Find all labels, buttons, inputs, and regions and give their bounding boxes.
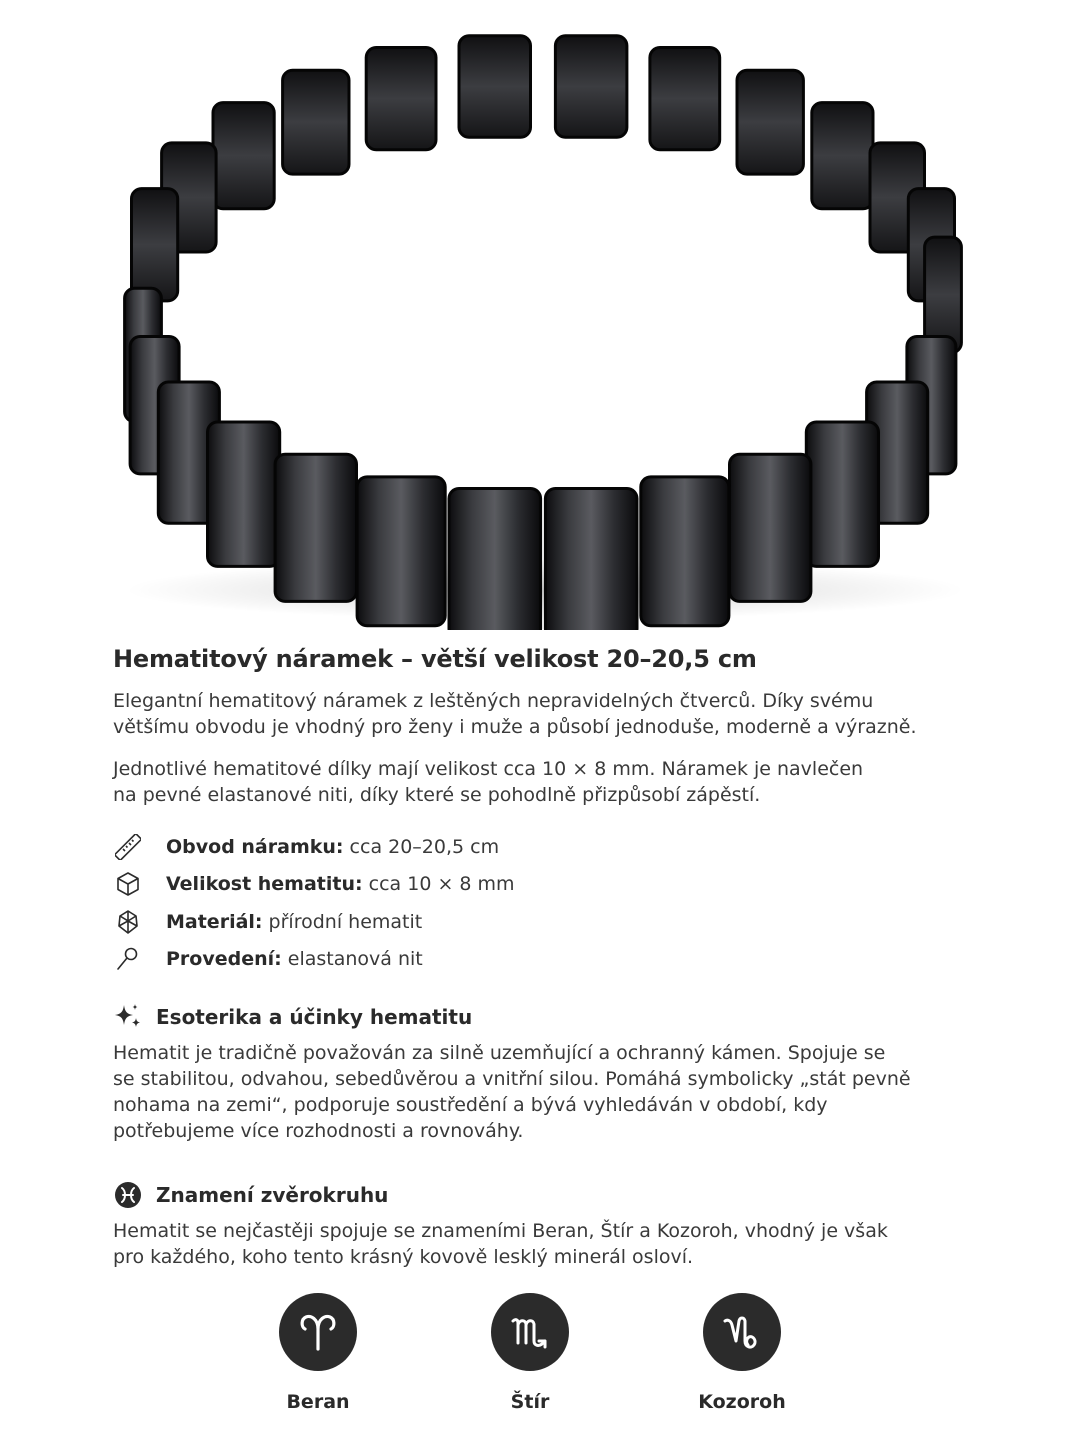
spec-label: Velikost hematitu: [166, 873, 363, 896]
capricorn-icon [717, 1307, 767, 1357]
hematite-bead [283, 70, 349, 174]
spec-item-material [113, 903, 993, 941]
gem-icon [115, 909, 141, 935]
hematite-bead [812, 103, 873, 209]
product-description [113, 640, 993, 1286]
hematite-bead [449, 489, 541, 631]
product-title: Hematitový náramek – větší velikost 20–20,5 cm [113, 645, 757, 673]
esoterics-heading-text: Esoterika a účinky hematitu [156, 1005, 473, 1029]
ruler-icon [115, 834, 141, 860]
hematite-bead [357, 477, 445, 626]
hematite-bead [459, 36, 531, 138]
spec-value: elastanová nit [281, 948, 423, 971]
zodiac-name: Beran [286, 1391, 350, 1413]
hematite-bead [555, 36, 627, 138]
aries-badge [279, 1293, 357, 1371]
spec-label: Provedení: [166, 948, 282, 971]
hematite-bead [737, 70, 803, 174]
spec-value: přírodní hematit [262, 910, 423, 933]
hematite-bead [806, 422, 878, 566]
spec-list [113, 828, 993, 978]
thread-icon [115, 946, 141, 972]
zodiac-icon [113, 1180, 143, 1210]
hematite-bead [208, 422, 280, 566]
zodiac-name: Kozoroh [698, 1391, 786, 1413]
aries-icon [293, 1307, 343, 1357]
esoterics-heading [113, 1002, 993, 1032]
zodiac-name: Štír [510, 1391, 550, 1413]
zodiac-sign-scorpio [460, 1293, 600, 1413]
zodiac-sign-capricorn [672, 1293, 812, 1413]
hematite-bead [545, 489, 637, 631]
bracelet-image [0, 0, 1086, 630]
hematite-bead [650, 48, 720, 150]
hematite-bead [366, 48, 436, 150]
spec-label: Obvod náramku: [166, 835, 344, 858]
hematite-bead [275, 454, 356, 601]
zodiac-signs [0, 1293, 1086, 1433]
esoterics-paragraph: Hematit je tradičně považován za silně uzemňující a ochranný kámen. Spojuje se se stabilitou, odvahou, sebedůvěrou a vnitřní silou. Pomáhá symbolicky „stát pevně nohama na zemi“, podporuje soustředění a bývá vyhledáván v období, kdy potřebujeme více rozhodnosti a rovnováhy. [113, 1042, 911, 1142]
hematite-bead [641, 477, 729, 626]
zodiac-heading-text: Znamení zvěrokruhu [156, 1183, 389, 1207]
spec-value: cca 10 × 8 mm [362, 873, 515, 896]
hematite-bead [132, 189, 178, 301]
sparkles-icon [113, 1002, 143, 1032]
scorpio-icon [505, 1307, 555, 1357]
details-paragraph: Jednotlivé hematitové dílky mají velikost cca 10 × 8 mm. Náramek je navlečen na pevné elastanové niti, díky které se pohodlně přizpůsobí zápěstí. [113, 758, 864, 806]
spec-value: cca 20–20,5 cm [343, 835, 500, 858]
zodiac-sign-aries [248, 1293, 388, 1413]
zodiac-heading [113, 1180, 993, 1210]
spec-item-construction [113, 941, 993, 979]
cube-icon [115, 871, 141, 897]
spec-item-size [113, 866, 993, 904]
spec-label: Materiál: [166, 910, 263, 933]
spec-item-circumference [113, 828, 993, 866]
hematite-bead [730, 454, 811, 601]
hematite-bead [213, 103, 274, 209]
intro-paragraph: Elegantní hematitový náramek z leštěných nepravidelných čtverců. Díky svému většímu obvodu je vhodný pro ženy i muže a působí jednoduše, moderně a výrazně. [113, 690, 917, 738]
zodiac-paragraph: Hematit se nejčastěji spojuje se znameními Beran, Štír a Kozoroh, vhodný je však pro každého, koho tento krásný kovově lesklý minerál osloví. [113, 1220, 888, 1268]
scorpio-badge [491, 1293, 569, 1371]
capricorn-badge [703, 1293, 781, 1371]
